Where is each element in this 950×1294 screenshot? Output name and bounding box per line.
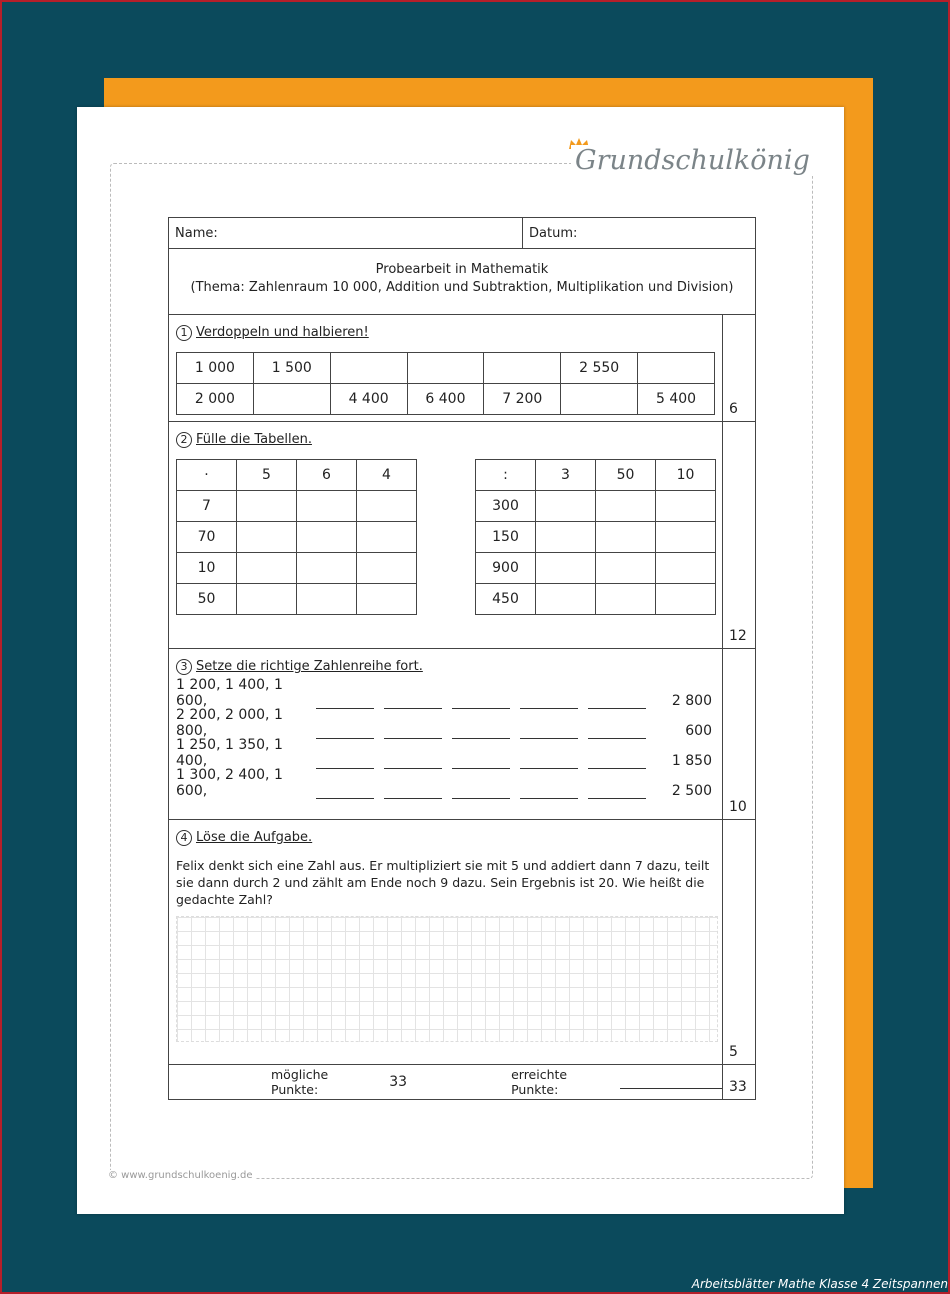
answer-blank[interactable] <box>316 724 374 739</box>
answer-grid[interactable] <box>176 916 718 1042</box>
table-cell[interactable] <box>237 522 297 553</box>
table-row <box>476 553 716 584</box>
table-cell[interactable] <box>656 491 716 522</box>
series-start: 2 200, 2 000, 1 800, <box>176 707 283 739</box>
table-cell[interactable] <box>638 353 715 384</box>
reached-points-field[interactable] <box>620 1076 722 1089</box>
series-line <box>176 709 715 739</box>
table-row <box>476 491 716 522</box>
task-4-points: 5 <box>729 1044 738 1060</box>
table-cell[interactable] <box>656 553 716 584</box>
answer-blank[interactable] <box>520 784 578 799</box>
table-cell[interactable] <box>237 491 297 522</box>
brand-logo: Grundschulkönig <box>571 145 814 176</box>
series-line <box>176 739 715 769</box>
answer-blank[interactable] <box>588 694 646 709</box>
answer-blank[interactable] <box>520 694 578 709</box>
table-cell: 50 <box>177 584 237 615</box>
table-cell[interactable] <box>297 553 357 584</box>
answer-blank[interactable] <box>384 784 442 799</box>
table-cell[interactable] <box>596 522 656 553</box>
answer-blank[interactable] <box>316 784 374 799</box>
answer-blank[interactable] <box>316 694 374 709</box>
table-row <box>177 522 417 553</box>
table-cell: 3 <box>536 460 596 491</box>
table-cell: 5 <box>237 460 297 491</box>
double-half-table <box>176 352 715 415</box>
task-3-points: 10 <box>729 799 747 815</box>
multiplication-table <box>176 459 417 615</box>
answer-blank[interactable] <box>588 724 646 739</box>
task-3 <box>169 649 755 820</box>
table-cell[interactable] <box>357 584 417 615</box>
series-end: 1 850 <box>671 753 712 769</box>
task-1 <box>169 315 755 422</box>
table-cell: 5 400 <box>638 384 715 415</box>
table-cell[interactable] <box>656 522 716 553</box>
table-cell[interactable] <box>536 522 596 553</box>
table-cell[interactable] <box>357 553 417 584</box>
word-problem: Felix denkt sich eine Zahl aus. Er multipliziert sie mit 5 und addiert dann 7 dazu, teilt sie dann durch 2 und zählt am Ende noch 9 dazu. Sein Ergebnis ist 20. Wie heißt die gedachte Zahl? <box>176 858 710 907</box>
number-series <box>176 679 715 799</box>
task-4-title: 4 Löse die Aufgabe. <box>176 830 715 846</box>
title-line1: Probearbeit in Mathematik <box>375 262 549 277</box>
table-cell: 7 <box>177 491 237 522</box>
table-cell: 50 <box>596 460 656 491</box>
series-line <box>176 679 715 709</box>
name-field[interactable]: Name: <box>169 218 523 248</box>
table-cell: 450 <box>476 584 536 615</box>
series-end: 600 <box>685 723 712 739</box>
table-cell[interactable] <box>596 553 656 584</box>
table-cell: 2 550 <box>561 353 638 384</box>
task-2-title: 2 Fülle die Tabellen. <box>176 432 715 448</box>
task-3-title: 3 Setze die richtige Zahlenreihe fort. <box>176 659 715 675</box>
exam-sheet <box>168 217 756 1100</box>
table-cell[interactable] <box>596 491 656 522</box>
table-row <box>177 460 417 491</box>
table-cell: 10 <box>177 553 237 584</box>
answer-blank[interactable] <box>384 754 442 769</box>
task-4 <box>169 820 755 1065</box>
series-start: 1 200, 1 400, 1 600, <box>176 677 283 709</box>
table-cell: 70 <box>177 522 237 553</box>
task-1-title: 1 Verdoppeln und halbieren! <box>176 325 715 341</box>
table-cell: · <box>177 460 237 491</box>
table-cell: 150 <box>476 522 536 553</box>
table-cell: : <box>476 460 536 491</box>
task-1-points: 6 <box>729 401 738 417</box>
table-cell[interactable] <box>357 491 417 522</box>
table-cell[interactable] <box>561 384 638 415</box>
table-cell[interactable] <box>297 584 357 615</box>
table-row <box>177 384 715 415</box>
table-cell[interactable] <box>536 553 596 584</box>
table-cell: 900 <box>476 553 536 584</box>
table-cell[interactable] <box>407 353 484 384</box>
table-cell: 7 200 <box>484 384 561 415</box>
answer-blank[interactable] <box>316 754 374 769</box>
answer-blank[interactable] <box>384 694 442 709</box>
table-row <box>177 491 417 522</box>
table-cell[interactable] <box>596 584 656 615</box>
table-cell: 4 <box>357 460 417 491</box>
series-line <box>176 769 715 799</box>
total-points: 33 <box>729 1079 747 1095</box>
exam-title <box>169 249 755 315</box>
table-row <box>177 584 417 615</box>
series-end: 2 800 <box>671 693 712 709</box>
task-2 <box>169 422 755 649</box>
table-cell[interactable] <box>237 553 297 584</box>
possible-points-value: 33 <box>389 1074 408 1090</box>
task-2-points: 12 <box>729 628 747 644</box>
table-cell[interactable] <box>357 522 417 553</box>
answer-blank[interactable] <box>520 754 578 769</box>
table-cell[interactable] <box>330 353 407 384</box>
possible-points-label: mögliche Punkte: <box>271 1067 329 1097</box>
table-cell: 6 400 <box>407 384 484 415</box>
reached-points-label: erreichte Punkte: <box>511 1067 568 1097</box>
division-table <box>475 459 716 615</box>
watermark: Arbeitsblätter Mathe Klasse 4 Zeitspannen <box>691 1277 948 1291</box>
table-cell[interactable] <box>656 584 716 615</box>
answer-blank[interactable] <box>588 784 646 799</box>
table-row <box>476 460 716 491</box>
table-cell[interactable] <box>237 584 297 615</box>
totals-row <box>169 1065 755 1099</box>
table-cell[interactable] <box>297 522 357 553</box>
table-cell: 1 000 <box>177 353 254 384</box>
table-cell: 300 <box>476 491 536 522</box>
answer-blank[interactable] <box>452 754 510 769</box>
table-cell[interactable] <box>297 491 357 522</box>
answer-blank[interactable] <box>520 724 578 739</box>
table-cell: 6 <box>297 460 357 491</box>
date-field[interactable]: Datum: <box>529 226 578 241</box>
answer-blank[interactable] <box>384 724 442 739</box>
footer-url: © www.grundschulkoenig.de <box>108 1170 256 1181</box>
title-line2: (Thema: Zahlenraum 10 000, Addition und Subtraktion, Multiplikation und Division) <box>190 280 734 295</box>
table-cell: 2 000 <box>177 384 254 415</box>
answer-blank[interactable] <box>588 754 646 769</box>
table-row <box>177 353 715 384</box>
table-row <box>476 522 716 553</box>
answer-blank[interactable] <box>452 784 510 799</box>
table-row <box>476 584 716 615</box>
series-end: 2 500 <box>671 783 712 799</box>
table-cell[interactable] <box>536 491 596 522</box>
table-cell: 4 400 <box>330 384 407 415</box>
table-cell[interactable] <box>253 384 330 415</box>
answer-blank[interactable] <box>452 694 510 709</box>
series-start: 1 300, 2 400, 1 600, <box>176 767 283 799</box>
table-cell: 10 <box>656 460 716 491</box>
table-cell[interactable] <box>484 353 561 384</box>
table-cell[interactable] <box>536 584 596 615</box>
table-row <box>177 553 417 584</box>
table-cell: 1 500 <box>253 353 330 384</box>
series-start: 1 250, 1 350, 1 400, <box>176 737 283 769</box>
header-row <box>169 218 755 249</box>
answer-blank[interactable] <box>452 724 510 739</box>
worksheet <box>77 107 844 1214</box>
